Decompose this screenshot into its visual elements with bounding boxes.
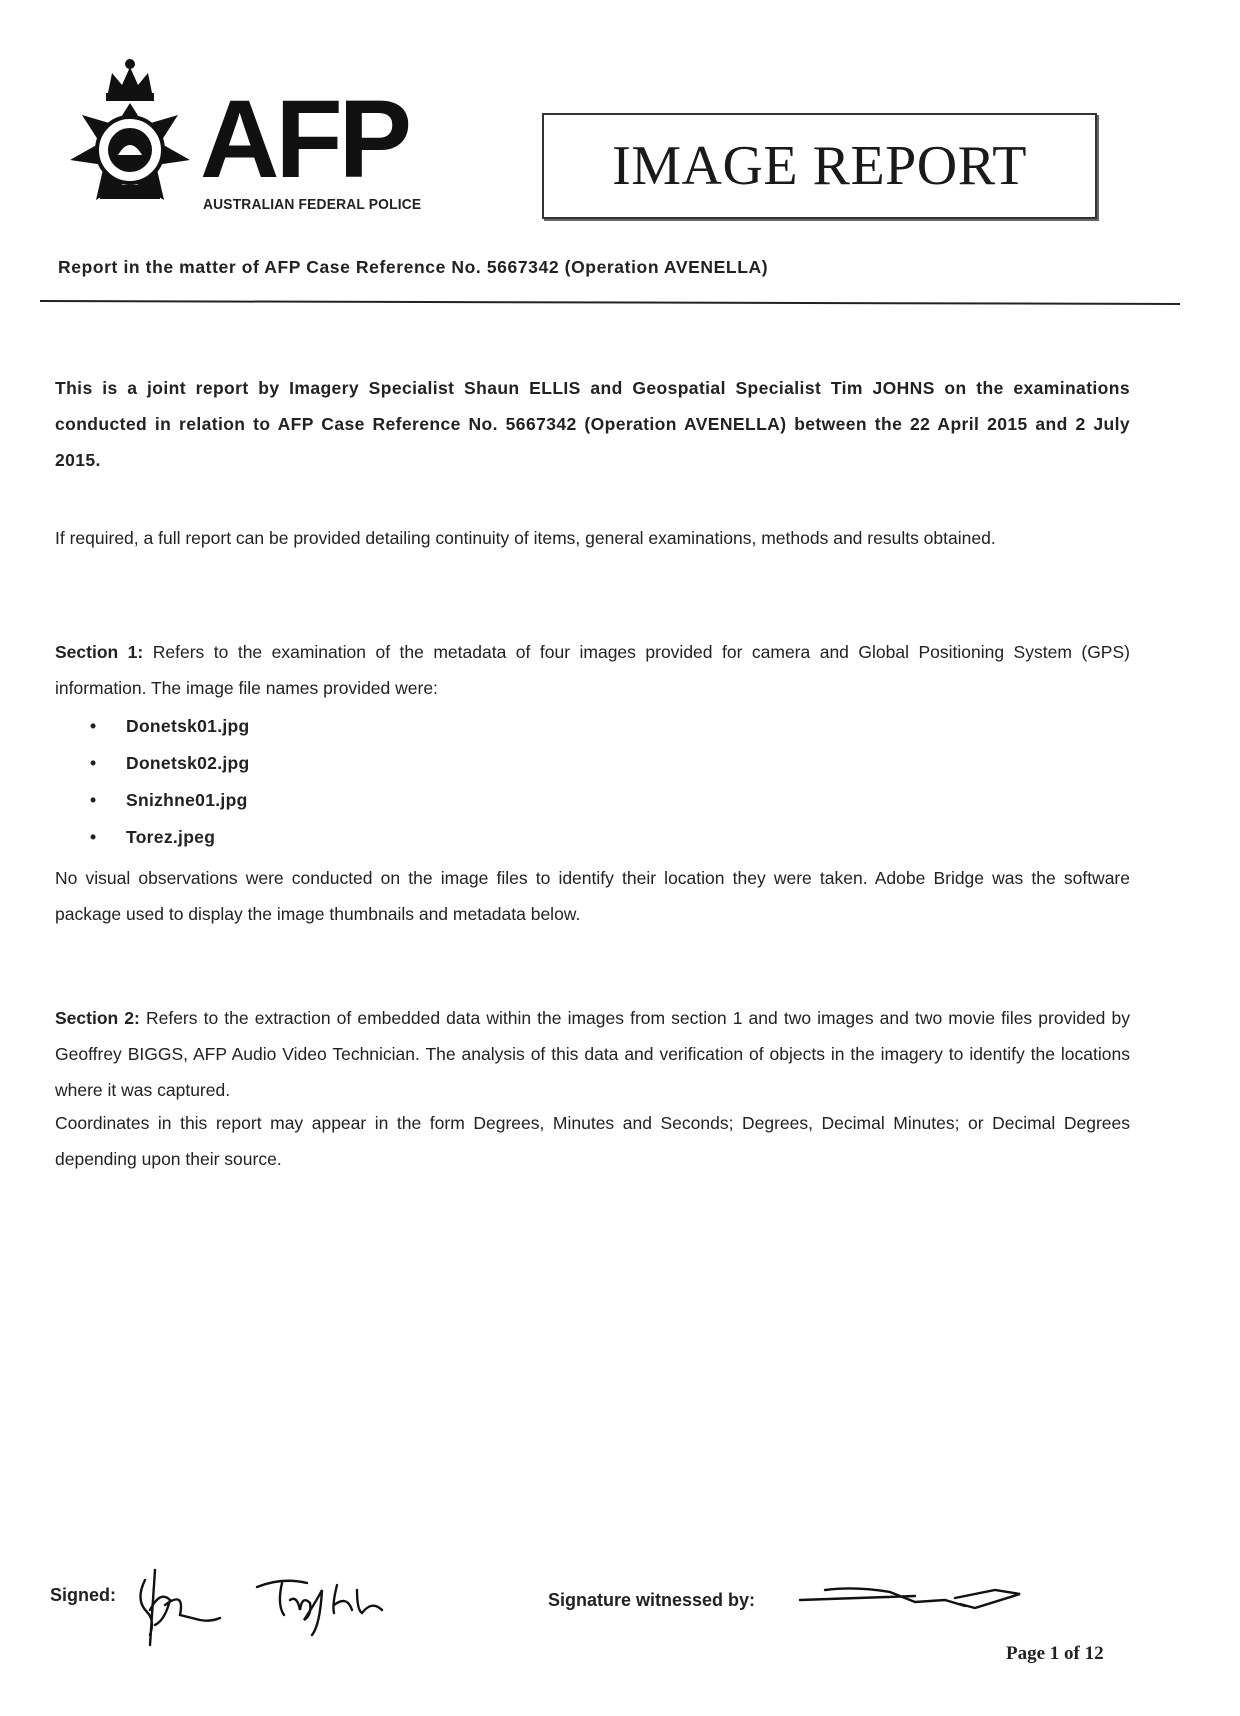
bullet-glyph: • (90, 716, 97, 736)
header-divider (40, 300, 1180, 305)
signature-witness (795, 1580, 1025, 1620)
section-1-text: Refers to the examination of the metadata of four images provided for camera and Global Positioning System (GPS) information. The image file names provided were: (55, 642, 1130, 698)
bullet-glyph: • (90, 827, 97, 847)
bullet-glyph: • (90, 753, 97, 773)
file-name: Donetsk01.jpg (126, 716, 250, 736)
coordinates-note: Coordinates in this report may appear in the form Degrees, Minutes and Seconds; Degrees, Decimal Minutes; or Decimal Degrees depending upon their source. (55, 1113, 1130, 1169)
list-item (90, 782, 250, 819)
afp-wordmark: AFP (200, 78, 408, 201)
afp-crest-logo (60, 55, 200, 220)
signature-ellis (125, 1560, 235, 1655)
section-1-paragraph (55, 634, 1130, 706)
section-1-note: No visual observations were conducted on the image files to identify their location they were taken. Adobe Bridge was the software package used to display the image thumbnails and metadata below. (55, 868, 1130, 924)
bullet-glyph: • (90, 790, 97, 810)
afp-subtitle: AUSTRALIAN FEDERAL POLICE (203, 196, 422, 213)
file-name: Donetsk02.jpg (126, 753, 250, 773)
case-reference-line: Report in the matter of AFP Case Reference No. 5667342 (Operation AVENELLA) (58, 257, 769, 277)
section-2-text: Refers to the extraction of embedded data within the images from section 1 and two images and two movie files provided by Geoffrey BIGGS, AFP Audio Video Technician. The analysis of this data and verification of objects in the imagery to identify the locations where it was captured. (55, 1008, 1130, 1100)
report-title: IMAGE REPORT (612, 135, 1027, 197)
section-2-label: Section 2: (55, 1008, 140, 1028)
intro-paragraph: This is a joint report by Imagery Specialist Shaun ELLIS and Geospatial Specialist Tim JOHNS on the examinations conducted in relation to AFP Case Reference No. 5667342 (Operation AVENELLA) between the 22 April 2015 and 2 July 2015. (55, 378, 1130, 470)
list-item (90, 708, 250, 745)
report-title-box (542, 113, 1097, 219)
signed-label: Signed: (50, 1585, 116, 1605)
signature-johns (252, 1565, 402, 1650)
full-report-note: If required, a full report can be provided detailing continuity of items, general examinations, methods and results obtained. (55, 528, 996, 548)
page-number: Page 1 of 12 (1006, 1643, 1104, 1664)
file-name: Snizhne01.jpg (126, 790, 248, 810)
file-name: Torez.jpeg (126, 827, 216, 847)
section-2-paragraph (55, 1000, 1130, 1108)
witness-label: Signature witnessed by: (548, 1590, 756, 1610)
list-item (90, 745, 250, 782)
section-1-label: Section 1: (55, 642, 144, 662)
image-file-list (90, 708, 250, 856)
list-item (90, 819, 250, 856)
